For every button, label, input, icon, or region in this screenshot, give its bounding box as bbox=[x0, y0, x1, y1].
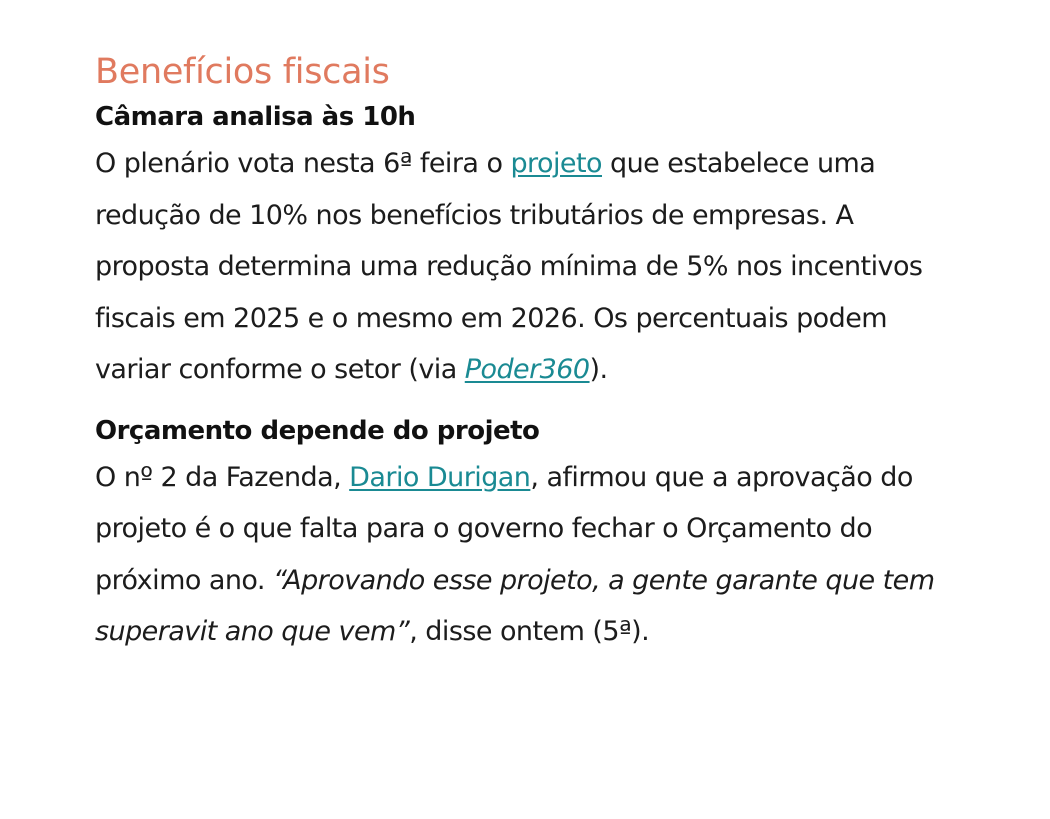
paragraph-text: que estabelece uma redução de 10% nos benefícios tributários de empresas. A proposta determina uma redução mínima de 5% nos incentivos fiscais em 2025 e o mesmo em 2026. Os percentuais podem variar conforme o setor (via bbox=[95, 148, 923, 385]
poder360-link[interactable]: Poder360 bbox=[464, 354, 590, 385]
paragraph-text: , disse ontem (5ª). bbox=[409, 616, 650, 647]
quote-text: “Aprovando esse projeto, a gente garante que tem superavit ano que vem” bbox=[95, 564, 935, 647]
paragraph-text: ). bbox=[589, 354, 608, 385]
section-title: Benefícios fiscais bbox=[95, 52, 390, 92]
newsletter-article bbox=[95, 48, 955, 658]
paragraph-text: , afirmou que a aprovação do projeto é o que falta para o governo fechar o Orçamento do próximo ano. bbox=[95, 461, 913, 596]
news-item-camara bbox=[95, 96, 955, 396]
item-heading: Câmara analisa às 10h bbox=[95, 102, 416, 132]
item-paragraph bbox=[95, 138, 955, 396]
item-paragraph bbox=[95, 452, 955, 658]
projeto-link[interactable]: projeto bbox=[510, 148, 602, 179]
paragraph-text: O plenário vota nesta 6ª feira o bbox=[95, 148, 511, 179]
dario-durigan-link[interactable]: Dario Durigan bbox=[349, 461, 531, 493]
paragraph-text: O nº 2 da Fazenda, bbox=[95, 461, 350, 493]
item-heading: Orçamento depende do projeto bbox=[95, 415, 540, 446]
news-item-orcamento bbox=[95, 410, 955, 658]
